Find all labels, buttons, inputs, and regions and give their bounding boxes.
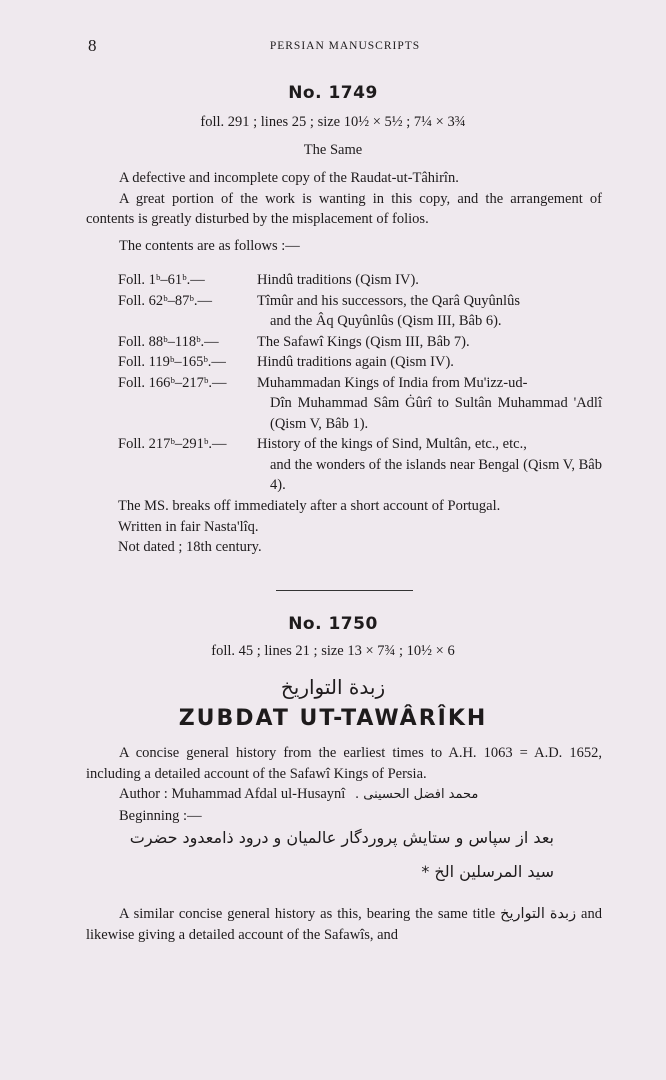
contents-text: The Safawî Kings (Qism III, Bâb 7). — [257, 333, 470, 350]
final-paragraph: A similar concise general history as this, bearing the same title زبدة التواریخ and likewise giving a detailed account of the Safawîs, and — [86, 906, 602, 943]
description-paragraph: A concise general history from the earliest times to A.H. 1063 = A.D. 1652, including a detailed account of the Safawî Kings of Persia. — [86, 745, 602, 782]
beginning-label: Beginning :— — [119, 807, 202, 824]
contents-item — [118, 373, 602, 394]
entry-1749-title: The Same — [303, 142, 363, 158]
contents-intro: The contents are as follows :— — [119, 237, 300, 254]
entry-number-1749: No. 1749 — [288, 83, 378, 103]
contents-list — [118, 270, 602, 496]
contents-folios: Foll. 88ᵇ–118ᵇ.— — [118, 333, 219, 350]
beginning-text-line-2: سید المرسلین الخ * — [421, 862, 554, 881]
contents-item — [118, 270, 602, 291]
contents-continuation: Dîn Muhammad Sâm Ġûrî to Sultân Muhammad 'Adlî (Qism V, Bâb 1). — [270, 395, 602, 432]
entry-1749-collation: foll. 291 ; lines 25 ; size 10½ × 5½ ; 7¼ × 3¾ — [200, 114, 466, 130]
entry-number-1750: No. 1750 — [288, 614, 378, 634]
entry-1750-final-paragraph — [86, 904, 602, 945]
contents-continuation: and the Âq Quyûnlûs (Qism III, Bâb 6). — [270, 313, 502, 329]
beginning-text-line-1: بعد از سپاس و ستایش پروردگار عالمیان و درود ذامعدود حضرت — [129, 828, 554, 847]
page-number: 8 — [88, 36, 97, 55]
contents-item — [118, 291, 602, 312]
work-title: ZUBDAT UT-TAWÂRÎKH — [178, 706, 488, 731]
contents-text: Tîmûr and his successors, the Qarâ Quyûnlûs — [257, 292, 520, 309]
contents-text: Hindû traditions again (Qism IV). — [257, 354, 454, 370]
entry-1750-description — [86, 743, 602, 826]
note-line: Written in fair Nasta'lîq. — [118, 518, 259, 535]
contents-text: Muhammadan Kings of India from Mu'izz-ud- — [257, 374, 528, 391]
arabic-title: زبدة التواريخ — [280, 675, 386, 699]
entry-1750-collation: foll. 45 ; lines 21 ; size 13 × 7¾ ; 10½ × 6 — [211, 643, 455, 659]
contents-folios: Foll. 119ᵇ–165ᵇ.— — [118, 354, 226, 370]
entry-1749-notes — [118, 496, 602, 558]
contents-folios: Foll. 62ᵇ–87ᵇ.— — [118, 292, 212, 309]
contents-folios: Foll. 1ᵇ–61ᵇ.— — [118, 272, 205, 288]
contents-text: History of the kings of Sind, Multân, etc., etc., — [257, 436, 527, 452]
description-line: A defective and incomplete copy of the Raudat-ut-Tâhirîn. — [119, 170, 459, 186]
contents-item — [118, 332, 602, 353]
note-line: Not dated ; 18th century. — [118, 539, 262, 555]
contents-continuation: and the wonders of the islands near Bengal (Qism V, Bâb 4). — [270, 456, 602, 493]
entry-1749-description — [86, 168, 602, 256]
author-line — [86, 784, 602, 806]
note-line: The MS. breaks off immediately after a short account of Portugal. — [118, 498, 501, 514]
author-arabic: محمد افضل الحسینی . — [354, 787, 479, 802]
contents-item — [118, 352, 602, 373]
description-paragraph: A great portion of the work is wanting in this copy, and the arrangement of contents is greatly disturbed by the misplacement of folios. — [86, 190, 602, 227]
author-label: Author : Muhammad Afdal ul-Husaynî — [119, 786, 346, 802]
contents-folios: Foll. 217ᵇ–291ᵇ.— — [118, 436, 227, 452]
contents-item — [118, 434, 602, 455]
section-divider — [276, 590, 413, 591]
contents-text: Hindû traditions (Qism IV). — [257, 272, 419, 288]
running-header: PERSIAN MANUSCRIPTS — [269, 40, 421, 52]
contents-folios: Foll. 166ᵇ–217ᵇ.— — [118, 374, 227, 391]
